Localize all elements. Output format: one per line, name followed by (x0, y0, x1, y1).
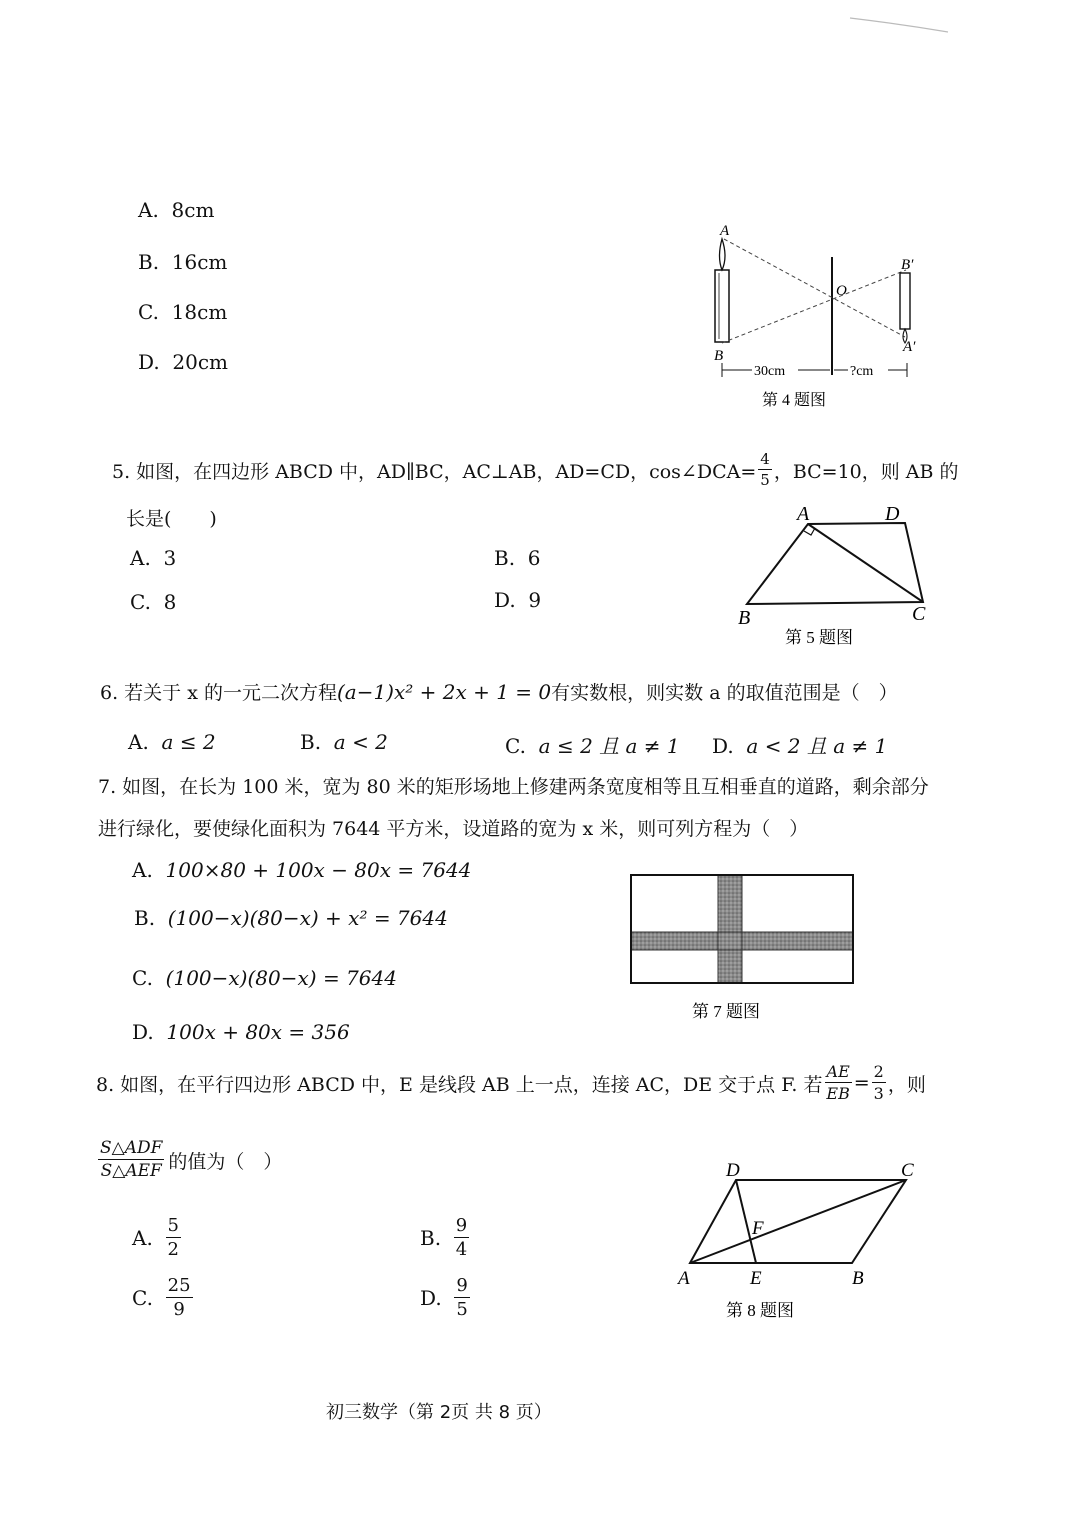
q6-option-b[interactable]: B. a < 2 (300, 730, 388, 754)
label-b: B (714, 348, 724, 364)
candle (715, 270, 729, 342)
q5-option-c[interactable]: C. 8 (130, 590, 177, 614)
label-o: O (836, 283, 847, 299)
q5-stem: 5. 如图，在四边形 ABCD 中，AD∥BC，AC⊥AB，AD=CD，cos∠DCA= $\frac{4}{5}$ ，BC=10，则 AB 的 (112, 450, 959, 489)
q7-option-c[interactable]: C. (100−x)(80−x) = 7644 (132, 966, 397, 990)
q4-option-d[interactable]: D. 20cm (138, 350, 229, 374)
label-d: D (885, 503, 900, 525)
q6-option-d[interactable]: D. a < 2 且 a ≠ 1 (712, 734, 888, 758)
q8-option-c[interactable]: C. $\frac{25}{9}$ (132, 1275, 191, 1320)
q6-option-c[interactable]: C. a ≤ 2 且 a ≠ 1 (505, 734, 680, 758)
q7-figure (628, 872, 858, 1032)
label-c: C (912, 603, 926, 625)
q5-option-a[interactable]: A. 3 (130, 546, 177, 570)
label-b: B (738, 607, 751, 629)
q7-stem-line1: 7. 如图，在长为 100 米，宽为 80 米的矩形场地上修建两条宽度相等且互相垂直的道路，剩余部分 (98, 776, 929, 798)
q7-stem-line2: 进行绿化，要使绿化面积为 7644 平方米，设道路的宽为 x 米，则可列方程为（ ） (98, 818, 809, 840)
q5-figure (725, 498, 955, 653)
q5-caption: 第 5 题图 (785, 628, 853, 647)
q8-stem: 8. 如图，在平行四边形 ABCD 中，E 是线段 AB 上一点，连接 AC，DE 交于点 F. 若 $\frac{AE}{EB}$ = $\frac{2}{3}$ ，则 (96, 1062, 926, 1103)
q6-option-a[interactable]: A. a ≤ 2 (128, 730, 216, 754)
q8-figure (672, 1152, 932, 1327)
label-a: A (678, 1268, 690, 1289)
quadrilateral-abcd (747, 523, 923, 604)
q8-option-b[interactable]: B. $\frac{9}{4}$ (420, 1215, 468, 1260)
q8-stem-line2: $\frac{\text{S△ADF}}{\text{S△AEF}}$ 的值为（ ） (100, 1138, 283, 1181)
q5-stem-line2: 长是( ) (126, 508, 217, 530)
dim-unknown: ?cm (850, 364, 874, 379)
label-b: B (852, 1268, 864, 1289)
q7-option-a[interactable]: A. 100×80 + 100x − 80x = 7644 (132, 858, 472, 882)
q8-option-a[interactable]: A. $\frac{5}{2}$ (132, 1215, 179, 1260)
q5-option-d[interactable]: D. 9 (494, 588, 542, 612)
scan-mark (840, 14, 960, 44)
vertical-road (718, 876, 742, 982)
label-a: A (797, 503, 810, 525)
label-d: D (726, 1160, 740, 1181)
image-candle (900, 273, 910, 329)
q8-caption: 第 8 题图 (726, 1301, 794, 1320)
q7-caption: 第 7 题图 (692, 1002, 760, 1021)
label-a: A (720, 223, 730, 239)
q4-caption: 第 4 题图 (762, 392, 827, 409)
q7-option-b[interactable]: B. (100−x)(80−x) + x² = 7644 (134, 906, 448, 930)
label-c: C (901, 1160, 914, 1181)
q7-option-d[interactable]: D. 100x + 80x = 356 (132, 1020, 350, 1044)
diagonal-ac (690, 1180, 906, 1263)
label-f: F (752, 1218, 764, 1239)
right-angle-mark (804, 528, 815, 535)
q5-option-b[interactable]: B. 6 (494, 546, 541, 570)
dim-30cm: 30cm (754, 364, 786, 379)
diagonal-ac (808, 524, 923, 602)
page-footer: 初三数学（第 2页 共 8 页） (326, 1402, 552, 1423)
q6-stem: 6. 若关于 x 的一元二次方程(a−1)x² + 2x + 1 = 0有实数根，则实数 a 的取值范围是（ ） (100, 680, 898, 704)
q4-option-a[interactable]: A. 8cm (138, 198, 215, 222)
label-e: E (750, 1268, 762, 1289)
q4-option-b[interactable]: B. 16cm (138, 250, 228, 274)
q8-option-d[interactable]: D. $\frac{9}{5}$ (420, 1275, 468, 1320)
label-b-prime: B′ (901, 257, 914, 273)
q4-option-c[interactable]: C. 18cm (138, 300, 228, 324)
flame (720, 239, 726, 270)
label-a-prime: A′ (903, 339, 916, 355)
q4-figure (700, 215, 940, 415)
